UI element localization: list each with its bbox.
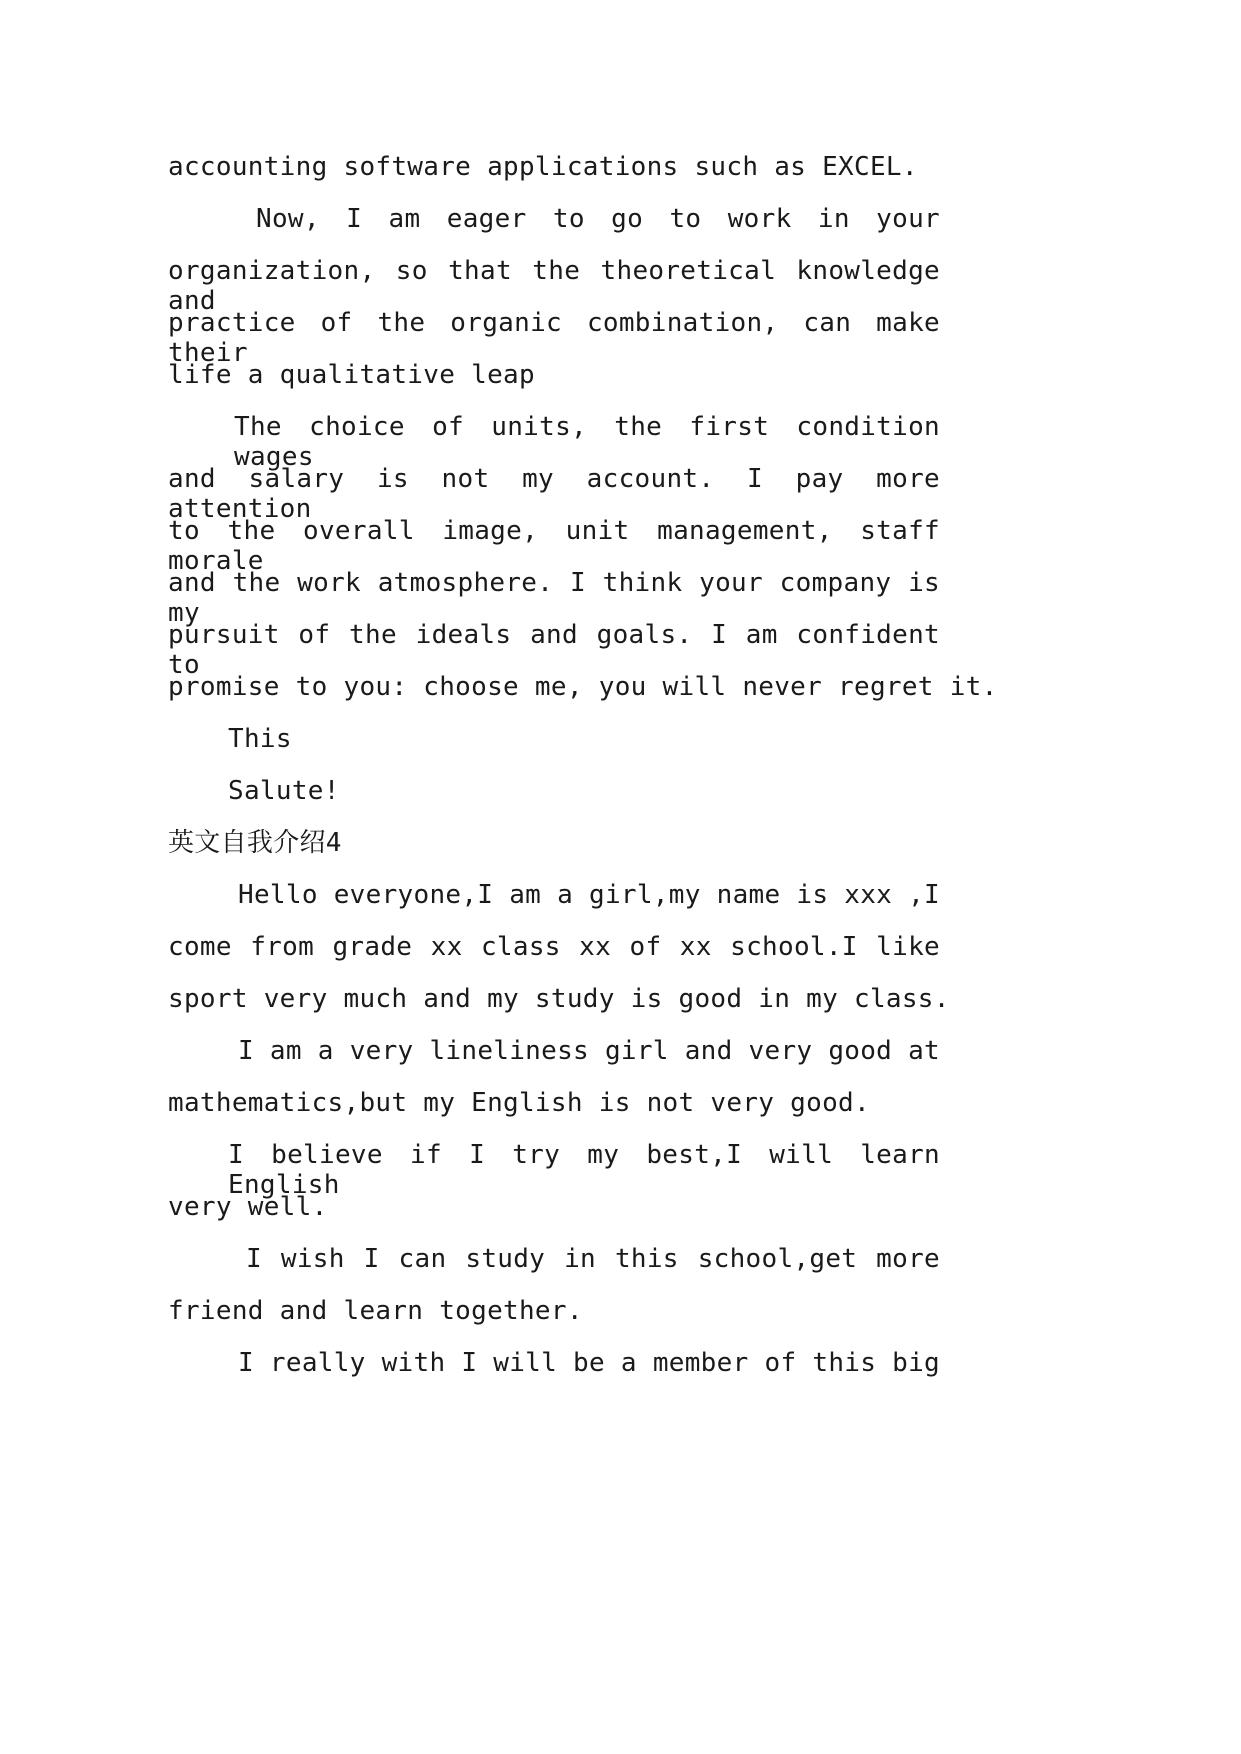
section-heading: 英文自我介绍4 <box>168 828 342 858</box>
text-line: sport very much and my study is good in my class. <box>168 984 950 1014</box>
text-line: The choice of units, the first condition wages <box>234 412 940 472</box>
text-line: and salary is not my account. I pay more attention <box>168 464 940 524</box>
text-line: and the work atmosphere. I think your company is my <box>168 568 940 628</box>
text-line: accounting software applications such as EXCEL. <box>168 152 918 182</box>
text-line: I believe if I try my best,I will learn English <box>228 1140 940 1200</box>
text-line: mathematics,but my English is not very good. <box>168 1088 870 1118</box>
text-line: I wish I can study in this school,get more <box>246 1244 940 1274</box>
text-line: Salute! <box>228 776 340 806</box>
text-line: to the overall image, unit management, staff morale <box>168 516 940 576</box>
text-line: I am a very lineliness girl and very good at <box>238 1036 940 1066</box>
text-line: organization, so that the theoretical knowledge and <box>168 256 940 316</box>
text-line: Hello everyone,I am a girl,my name is xxx ,I <box>238 880 940 910</box>
text-line: This <box>228 724 292 754</box>
text-line: Now, I am eager to go to work in your <box>256 204 940 234</box>
text-line: practice of the organic combination, can make their <box>168 308 940 368</box>
text-line: very well. <box>168 1192 328 1222</box>
text-line: friend and learn together. <box>168 1296 583 1326</box>
text-line: promise to you: choose me, you will never regret it. <box>168 672 998 702</box>
text-line: pursuit of the ideals and goals. I am confident to <box>168 620 940 680</box>
text-line: life a qualitative leap <box>168 360 535 390</box>
text-line: come from grade xx class xx of xx school.I like <box>168 932 940 962</box>
text-line: I really with I will be a member of this big <box>238 1348 940 1378</box>
